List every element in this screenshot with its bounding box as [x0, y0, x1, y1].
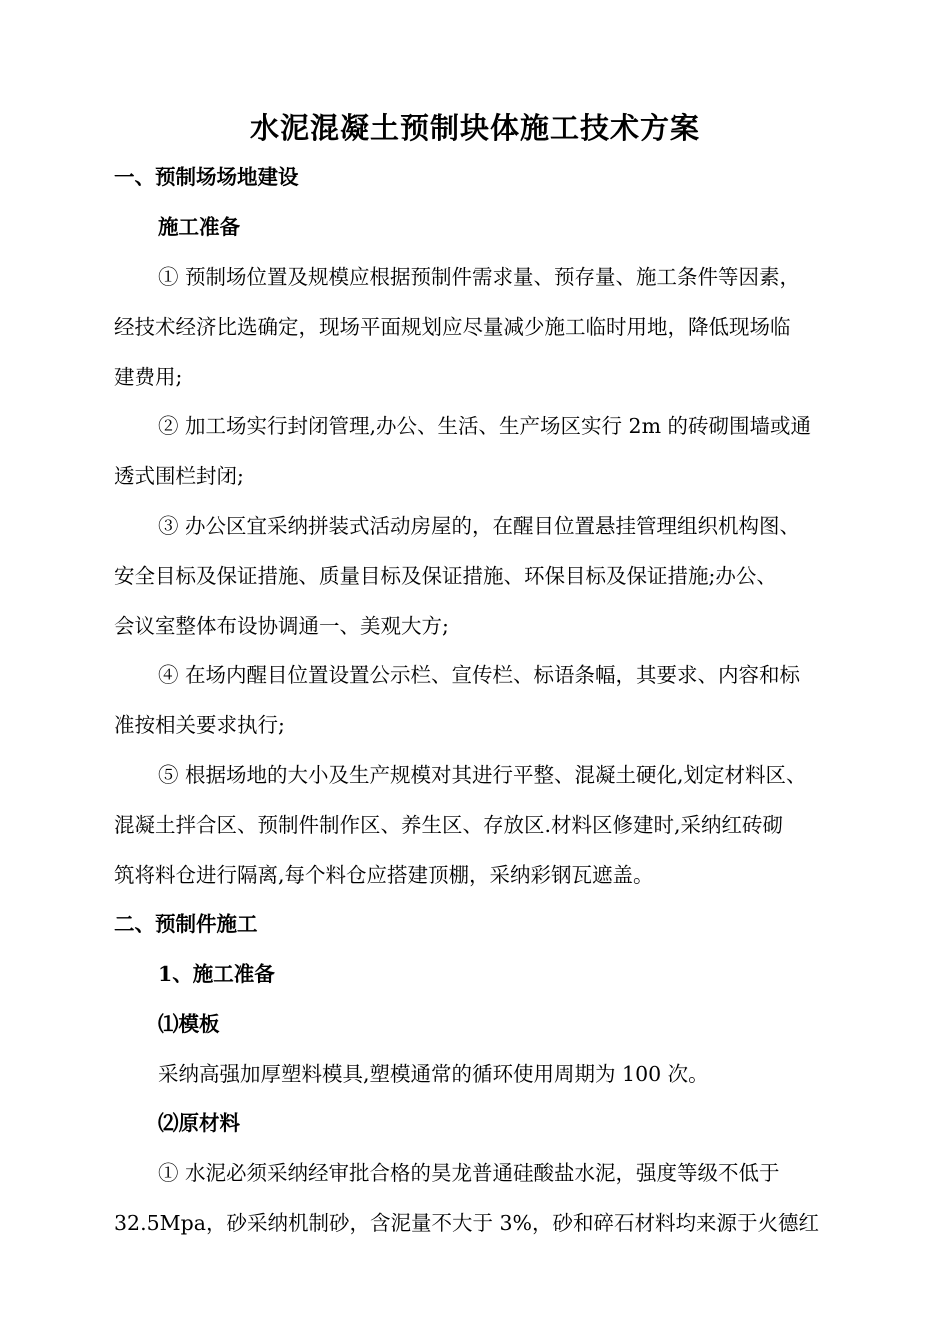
paragraph-line: ① 水泥必须采纳经审批合格的昊龙普通硅酸盐水泥，强度等级不低于: [158, 1161, 780, 1185]
paragraph-line: ① 预制场位置及规模应根据预制件需求量、预存量、施工条件等因素，: [158, 265, 801, 289]
paragraph-line: 会议室整体布设协调通一、美观大方;: [114, 614, 449, 638]
paragraph-line: ④ 在场内醒目位置设置公示栏、宣传栏、标语条幅，其要求、内容和标: [158, 663, 801, 687]
paragraph-line: 筑将料仓进行隔离,每个料仓应搭建顶棚，采纳彩钢瓦遮盖。: [114, 863, 654, 887]
paragraph-line: 经技术经济比选确定，现场平面规划应尽量减少施工临时用地，降低现场临: [114, 315, 791, 339]
paragraph-line: ⑤ 根据场地的大小及生产规模对其进行平整、混凝土硬化,划定材料区、: [158, 763, 807, 787]
paragraph-line: 准按相关要求执行;: [114, 713, 285, 737]
document-title: 水泥混凝土预制块体施工技术方案: [249, 111, 700, 145]
paragraph-line: 采纳高强加厚塑料模具,塑模通常的循环使用周期为 100 次。: [158, 1062, 709, 1086]
paragraph-line: ③ 办公区宜采纳拼装式活动房屋的，在醒目位置悬挂管理组织机构图、: [158, 514, 801, 538]
paragraph-line: 透式围栏封闭;: [114, 464, 244, 488]
subsection-heading: ⑵原材料: [158, 1111, 240, 1135]
section-heading: 一、预制场场地建设: [114, 165, 299, 189]
subsection-heading: 施工准备: [158, 215, 240, 239]
paragraph-line: 建费用;: [114, 365, 183, 389]
subsection-heading: ⑴模板: [158, 1012, 220, 1036]
paragraph-line: 32.5Mpa，砂采纳机制砂，含泥量不大于 3%，砂和碎石材料均来源于火德红: [114, 1211, 820, 1235]
section-heading: 二、预制件施工: [114, 912, 258, 936]
paragraph-line: 混凝土拌合区、预制件制作区、养生区、存放区.材料区修建时,采纳红砖砌: [114, 813, 784, 837]
paragraph-line: ② 加工场实行封闭管理,办公、生活、生产场区实行 2m 的砖砌围墙或通: [158, 414, 812, 438]
subsection-heading: 1、施工准备: [158, 962, 275, 986]
paragraph-line: 安全目标及保证措施、质量目标及保证措施、环保目标及保证措施;办公、: [114, 564, 777, 588]
